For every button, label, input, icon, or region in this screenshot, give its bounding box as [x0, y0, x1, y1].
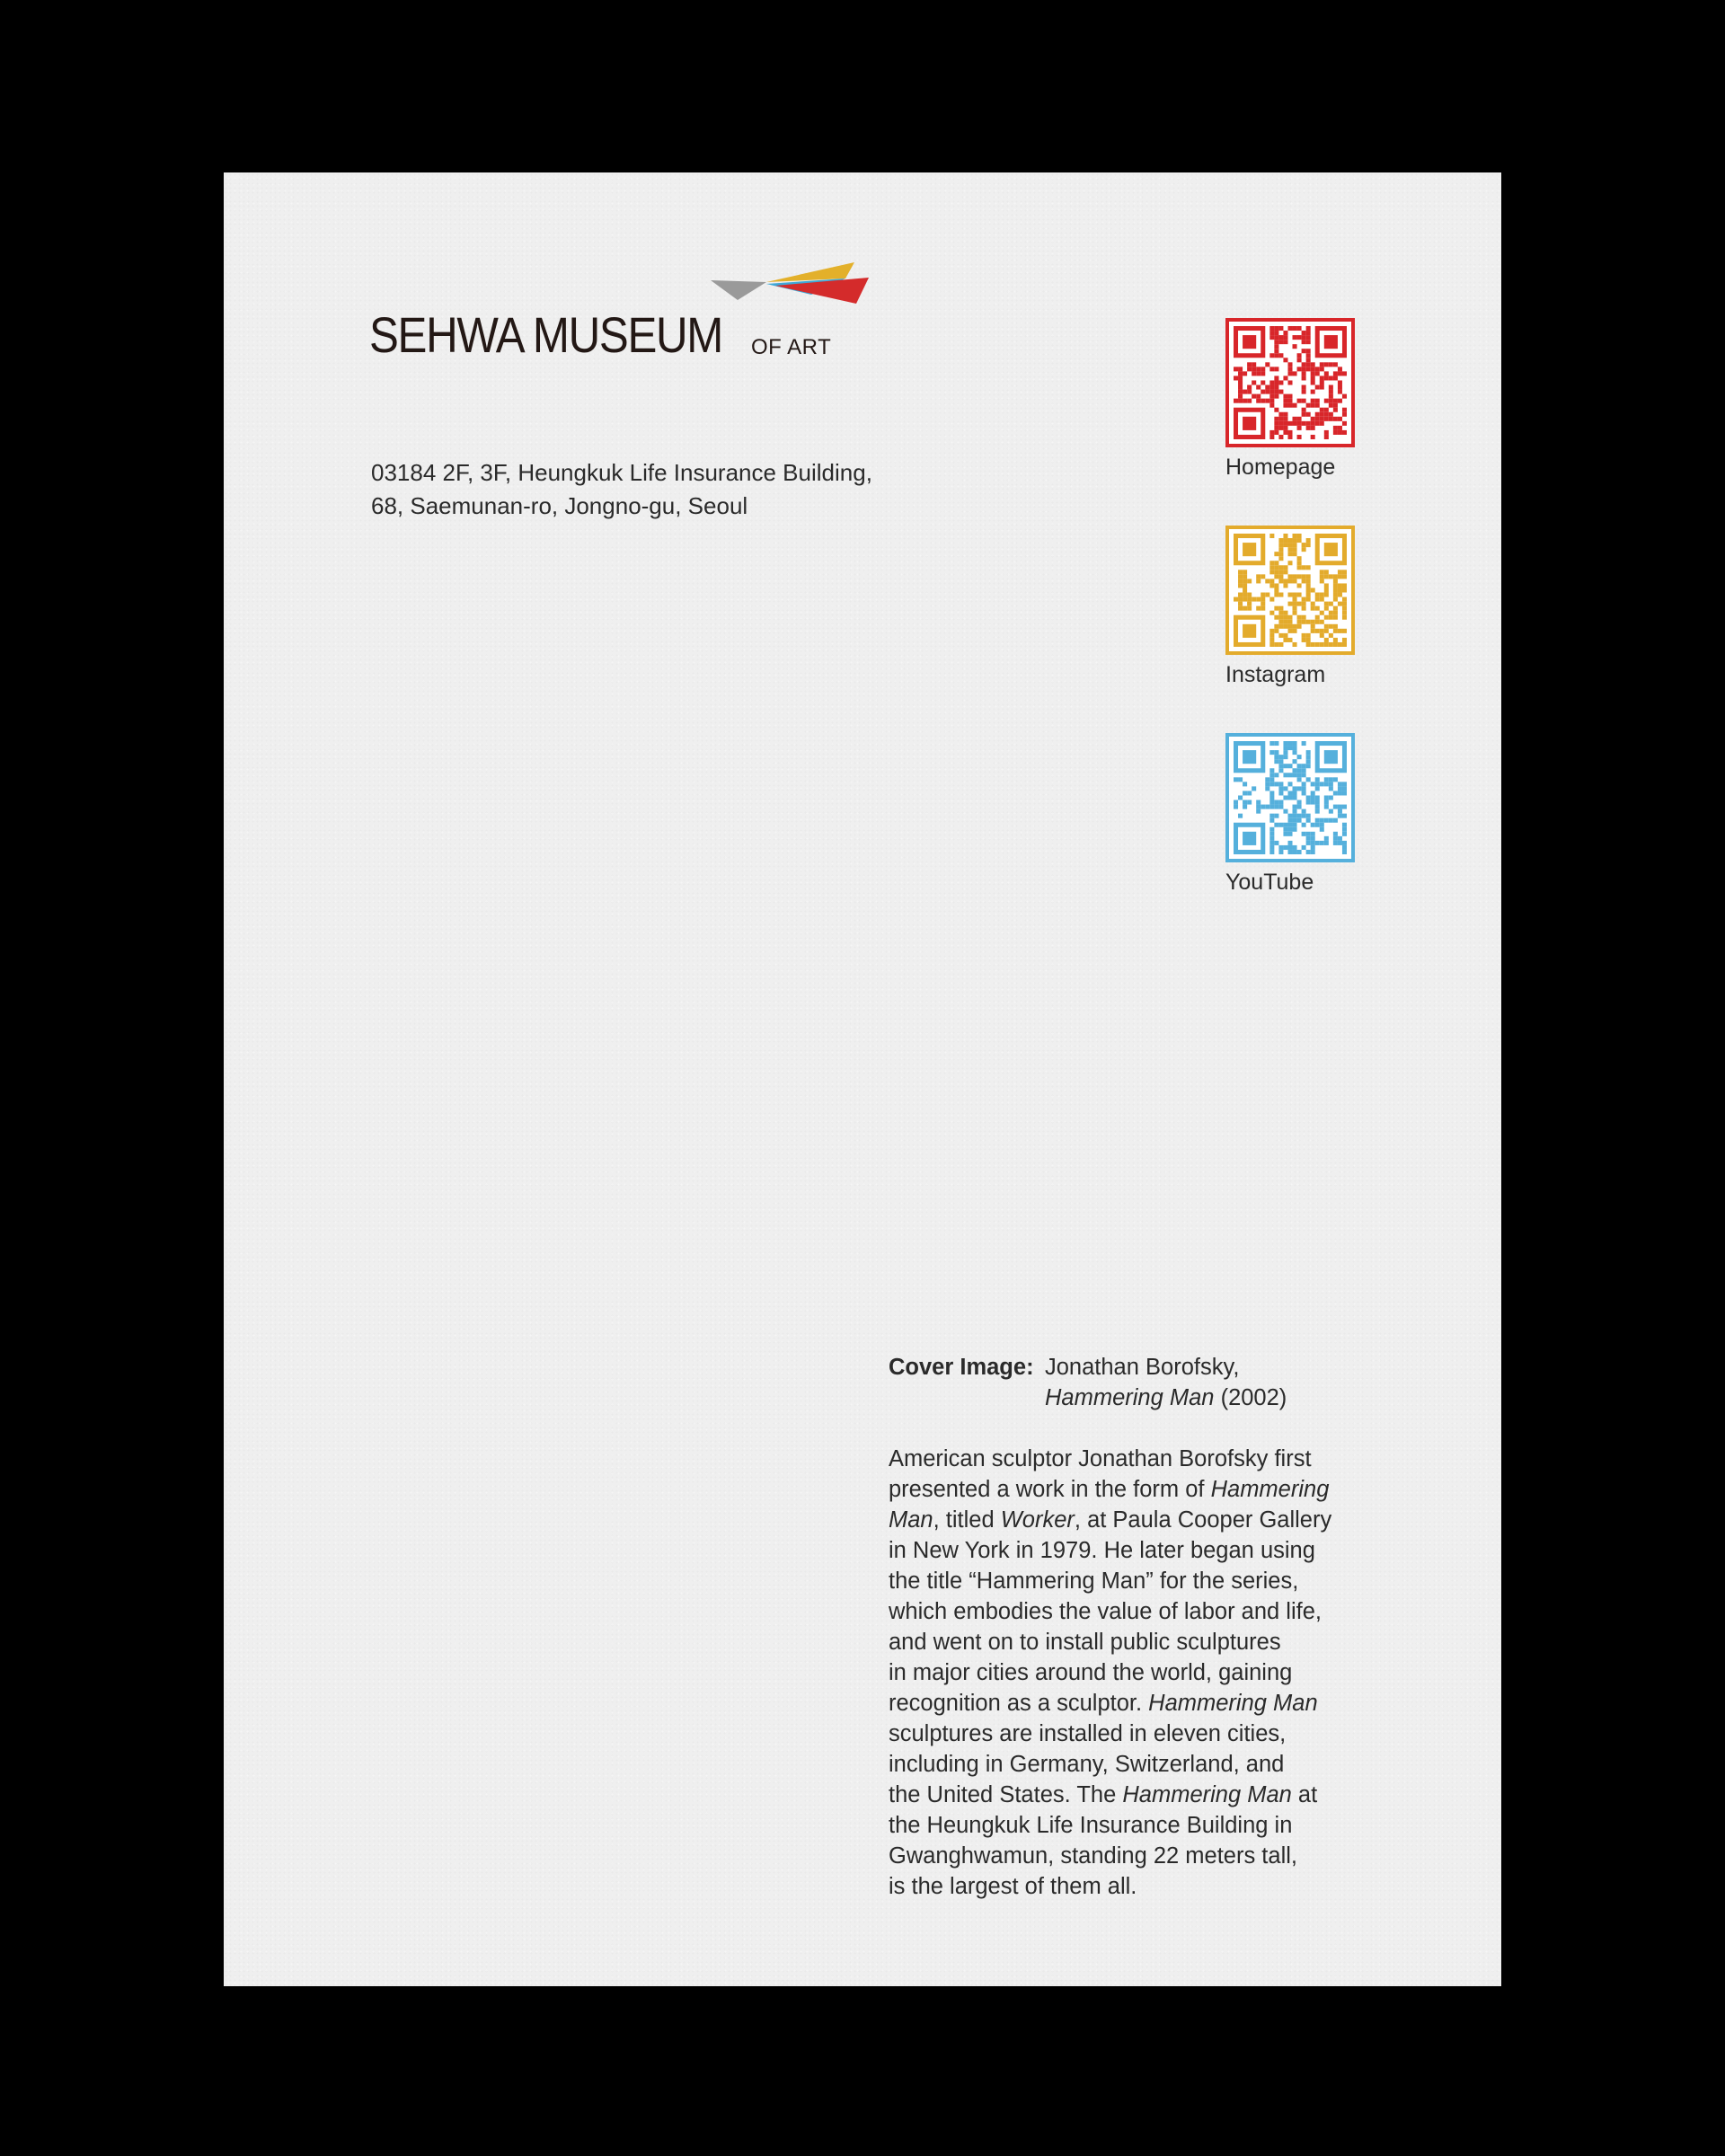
- description-line: recognition as a sculptor. Hammering Man: [889, 1691, 1318, 1716]
- description-line: Man, titled Worker, at Paula Cooper Gallery: [889, 1507, 1332, 1533]
- description-line: Gwanghwamun, standing 22 meters tall,: [889, 1843, 1297, 1869]
- description-line: the United States. The Hammering Man at: [889, 1782, 1318, 1807]
- description-line: the Heungkuk Life Insurance Building in: [889, 1813, 1293, 1838]
- description-line: is the largest of them all.: [889, 1874, 1137, 1899]
- qr-code-icon[interactable]: [1225, 733, 1355, 862]
- description-line: sculptures are installed in eleven cities,: [889, 1721, 1287, 1746]
- qr-homepage[interactable]: [1225, 318, 1405, 481]
- museum-logo: [369, 262, 872, 370]
- qr-label-instagram: Instagram: [1225, 662, 1326, 687]
- description-line: the title “Hammering Man” for the series,: [889, 1568, 1299, 1594]
- description-line: American sculptor Jonathan Borofsky first: [889, 1446, 1312, 1471]
- logo-gray-shard: [711, 280, 766, 300]
- address-line-2: 68, Saemunan-ro, Jongno-gu, Seoul: [371, 492, 748, 519]
- address-block: [371, 456, 872, 523]
- cover-work: [1045, 1383, 1287, 1413]
- qr-youtube[interactable]: [1225, 733, 1405, 896]
- description-line: and went on to install public sculptures: [889, 1630, 1281, 1655]
- qr-code-icon[interactable]: [1225, 318, 1355, 447]
- cover-work-title: Hammering Man: [1045, 1385, 1215, 1410]
- cover-label: Cover Image:: [889, 1355, 1034, 1380]
- logo-suffix: OF ART: [751, 335, 832, 359]
- description-line: in New York in 1979. He later began using: [889, 1538, 1315, 1563]
- qr-instagram[interactable]: [1225, 526, 1405, 688]
- qr-label-homepage: Homepage: [1225, 455, 1336, 480]
- artwork-description: [889, 1444, 1374, 1902]
- description-line: which embodies the value of labor and life,: [889, 1599, 1322, 1624]
- cover-value: [1045, 1352, 1287, 1413]
- cover-year: (2002): [1220, 1385, 1287, 1410]
- qr-label-youtube: YouTube: [1225, 870, 1314, 895]
- letterhead-sheet: [224, 172, 1501, 1986]
- description-line: including in Germany, Switzerland, and: [889, 1752, 1285, 1777]
- cover-caption: [889, 1352, 1374, 1902]
- qr-code-icon[interactable]: [1225, 526, 1355, 655]
- address-line-1: 03184 2F, 3F, Heungkuk Life Insurance Building,: [371, 459, 872, 486]
- cover-artist: Jonathan Borofsky,: [1045, 1355, 1240, 1380]
- cover-credit: [889, 1352, 1374, 1413]
- logo-wordmark: [369, 305, 832, 364]
- description-line: presented a work in the form of Hammering: [889, 1477, 1330, 1502]
- logo-name: SEHWA MUSEUM: [369, 306, 723, 363]
- description-line: in major cities around the world, gaining: [889, 1660, 1293, 1685]
